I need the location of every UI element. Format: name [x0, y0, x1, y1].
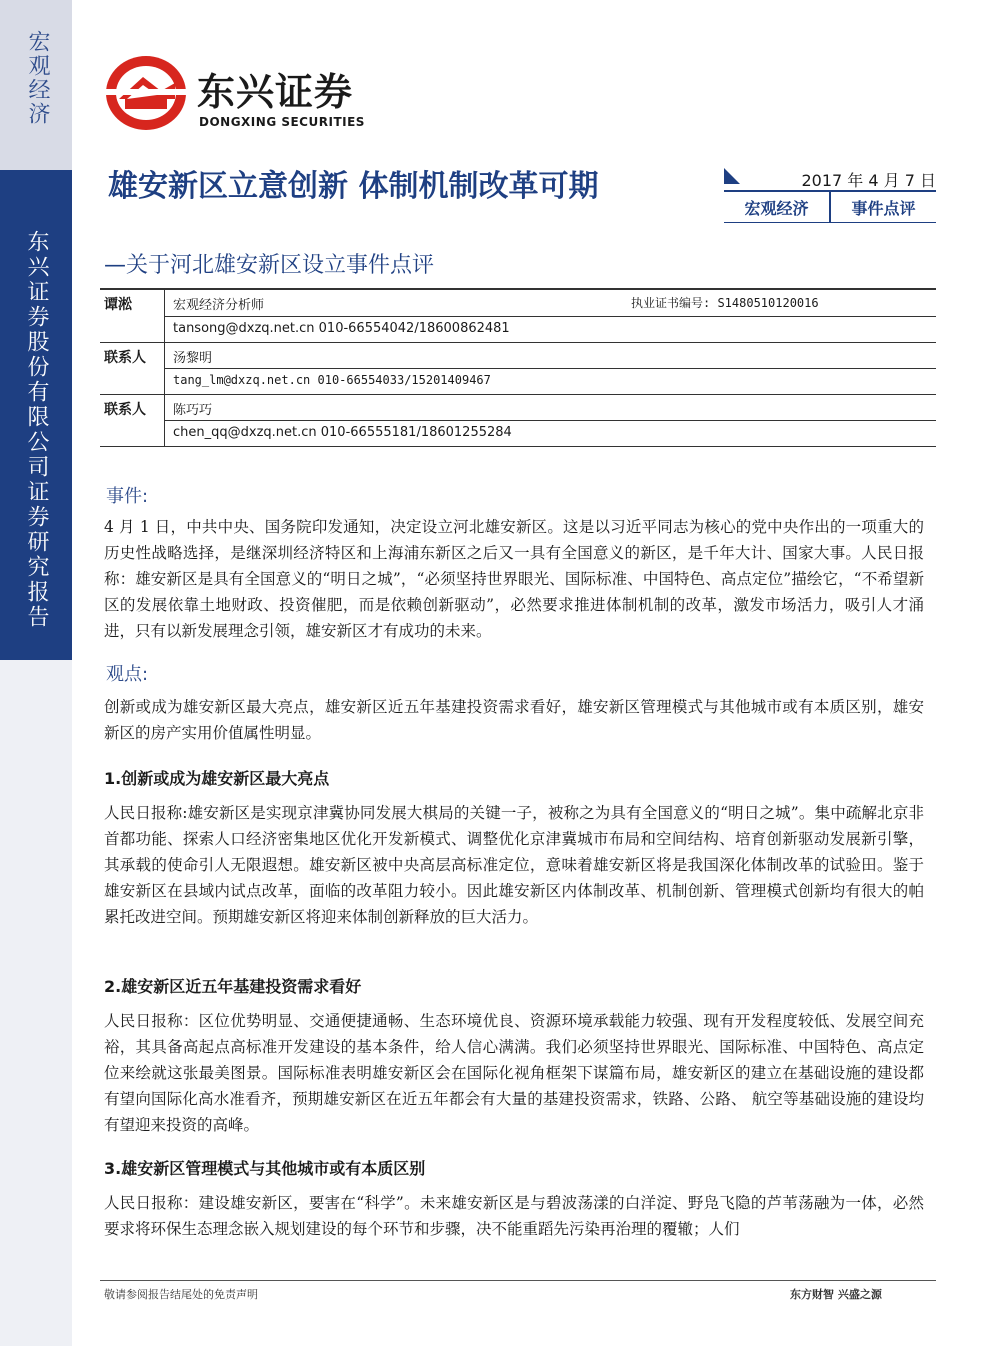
contact-cert: 执业证书编号: S1480510120016 — [631, 296, 819, 310]
contact-name: 谭淞 — [104, 297, 132, 313]
sidebar-company-label: 东兴证券股份有限公司证券研究报告 — [24, 230, 49, 630]
viewpoint-label: 观点: — [106, 664, 149, 685]
page-title: 雄安新区立意创新 体制机制改革可期 — [108, 169, 599, 204]
contact-name: 联系人 — [100, 342, 164, 368]
event-paragraph: 4 月 1 日，中共中央、国务院印发通知，决定设立河北雄安新区。这是以习近平同志为核心的党中央作出的一项重大的历史性战略选择，是继深圳经济特区和上海浦东新区之后又一具有全国意义的新区，是千年大计、国家大事。人民日报称：雄安新区是具有全国意义的“明日之城”，“必须坚持世界眼光、国际标准、中国特色、高点定位”描绘它，“不希望新区的发展依靠土地财政、投资催肥，而是依赖创新驱动”，必然要求推进体制机制的改革，激发市场活力，吸引人才涌进，只有以新发展理念引领，雄安新区才有成功的未来。 — [104, 518, 924, 640]
section-paragraph-3: 人民日报称：建设雄安新区，要害在“科学”。未来雄安新区是与碧波荡漾的白洋淀、野凫飞隐的芦苇荡融为一体，必然要求将环保生态理念嵌入规划建设的每个环节和步骤，决不能重蹈先污染再治理的覆辙；人们 — [104, 1194, 924, 1238]
contact-email-phone[interactable]: tang_lm@dxzq.net.cn 010-66554033/15201409467 — [173, 373, 491, 387]
date-tag-box — [724, 166, 936, 223]
contact-email-phone[interactable]: tansong@dxzq.net.cn 010-66554042/18600862481 — [173, 321, 510, 336]
contact-role: 陈巧巧 — [173, 403, 213, 418]
sidebar-company-panel — [0, 170, 72, 660]
contact-row — [100, 394, 936, 420]
viewpoint-paragraph: 创新或成为雄安新区最大亮点，雄安新区近五年基建投资需求看好，雄安新区管理模式与其他城市或有本质区别，雄安新区的房产实用价值属性明显。 — [104, 698, 924, 742]
contact-role: 宏观经济分析师 — [173, 298, 265, 313]
section-heading-3: 3.雄安新区管理模式与其他城市或有本质区别 — [104, 1159, 426, 1178]
section-heading-2: 2.雄安新区近五年基建投资需求看好 — [104, 977, 362, 996]
logo-emblem-icon — [105, 55, 187, 131]
footer-disclaimer: 敬请参阅报告结尾处的免责声明 — [104, 1288, 258, 1301]
section-paragraph-1: 人民日报称:雄安新区是实现京津冀协同发展大棋局的关键一子，被称之为具有全国意义的“明日之城”。集中疏解北京非首都功能、探索人口经济密集地区优化开发新模式、调整优化京津冀城市布局和空间结构、培育创新驱动发展新引擎，其承载的使命引人无限遐想。雄安新区被中央高层高标准定位，意味着雄安新区将是我国深化体制改革的试验田。鉴于雄安新区在县域内试点改革，面临的改革阻力较小。因此雄安新区内体制改革、机制创新、管理模式创新均有很大的帕累托改进空间。预期雄安新区将迎来体制创新释放的巨大活力。 — [104, 804, 924, 926]
contact-name: 联系人 — [100, 394, 164, 420]
sidebar-category-panel — [0, 0, 72, 170]
company-logo — [105, 55, 365, 135]
footer-slogan: 东方财智 兴盛之源 — [790, 1288, 882, 1301]
triangle-marker-icon — [724, 168, 740, 184]
contact-row — [100, 316, 936, 342]
contact-row — [100, 368, 936, 394]
event-label: 事件: — [106, 486, 149, 507]
section-heading-1: 1.创新或成为雄安新区最大亮点 — [104, 769, 330, 788]
page-subtitle: —关于河北雄安新区设立事件点评 — [104, 253, 435, 278]
logo-name-cn: 东兴证券 — [197, 70, 354, 114]
report-date: 2017 年 4 月 7 日 — [801, 171, 936, 190]
tag-report-type: 事件点评 — [831, 192, 936, 223]
contact-row — [100, 290, 936, 316]
contact-row — [100, 342, 936, 368]
footer-divider — [100, 1280, 936, 1281]
contact-row — [100, 420, 936, 446]
tag-category: 宏观经济 — [724, 192, 831, 223]
sidebar-background — [0, 660, 72, 1346]
section-paragraph-2: 人民日报称：区位优势明显、交通便捷通畅、生态环境优良、资源环境承载能力较强、现有开发程度较低、发展空间充裕，其具备高起点高标准开发建设的基本条件，给人信心满满。我们必须坚持世界眼光、国际标准、中国特色、高点定位来绘就这张最美图景。国际标准表明雄安新区会在国际化视角框架下谋篇布局，雄安新区的建立在基础设施的建设都有望向国际化高水准看齐，预期雄安新区在近五年都会有大量的基建投资需求，铁路、公路、 航空等基础设施的建设均有望迎来投资的高峰。 — [104, 1012, 924, 1134]
analyst-contact-table — [100, 288, 936, 447]
contact-role: 汤黎明 — [173, 351, 213, 366]
sidebar-category-label: 宏观经济 — [25, 30, 50, 126]
contact-email-phone[interactable]: chen_qq@dxzq.net.cn 010-66555181/18601255284 — [173, 425, 512, 440]
logo-name-en: DONGXING SECURITIES — [199, 115, 365, 129]
